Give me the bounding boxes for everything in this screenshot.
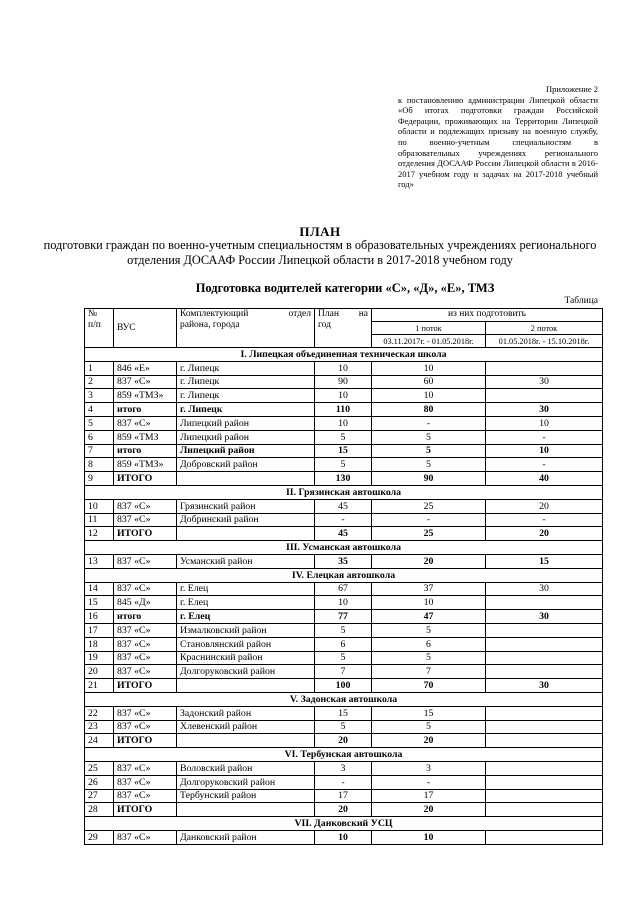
header-plan-3: год <box>318 320 331 330</box>
row-stream1: 25 <box>372 499 486 513</box>
row-stream2 <box>486 775 603 789</box>
row-vus: ИТОГО <box>114 803 177 817</box>
section-heading: I. Липецкая объединенная техническая школа <box>85 348 603 362</box>
table-row <box>85 761 603 775</box>
row-number: 3 <box>85 389 114 403</box>
table-header-row <box>85 309 603 322</box>
section-row <box>85 485 603 499</box>
header-komp-line1 <box>180 309 311 320</box>
section-heading: V. Задонская автошкола <box>85 692 603 706</box>
row-plan: 77 <box>315 610 372 624</box>
row-stream1: 20 <box>372 734 486 748</box>
row-number: 14 <box>85 582 114 596</box>
table-row <box>85 554 603 568</box>
table-row <box>85 596 603 610</box>
row-area: Липецкий район <box>177 444 315 458</box>
row-stream2: 30 <box>486 375 603 389</box>
row-stream1: - <box>372 416 486 430</box>
row-vus: 837 «С» <box>114 761 177 775</box>
row-area: г. Елец <box>177 610 315 624</box>
row-stream2: 40 <box>486 472 603 486</box>
row-stream1: 15 <box>372 706 486 720</box>
table-row <box>85 610 603 624</box>
row-stream2 <box>486 761 603 775</box>
row-vus: итого <box>114 610 177 624</box>
row-vus: ИТОГО <box>114 472 177 486</box>
section-heading: III. Усманская автошкола <box>85 541 603 555</box>
table-row <box>85 706 603 720</box>
row-number: 9 <box>85 472 114 486</box>
table-row <box>85 375 603 389</box>
row-stream1: 5 <box>372 458 486 472</box>
header-stream1: 1 поток <box>372 322 486 335</box>
row-stream2 <box>486 596 603 610</box>
header-komp <box>177 309 315 348</box>
appendix-text: к постановлению администрации Липецкой области «Об итогах подготовки граждан Российской Федерации, проживающих на Территории Липецкой области и подлежащих призыву на военную службу, по военно-учетным специальностям в образовательных учреждениях регионального отделения ДОСААФ России Липецкой области в 2016-2017 учебном году и задачах на 2017-2018 учебный год» <box>398 94 598 190</box>
table-row <box>85 527 603 541</box>
section-row <box>85 692 603 706</box>
row-plan: 10 <box>315 389 372 403</box>
row-stream2: 10 <box>486 416 603 430</box>
row-stream2: 20 <box>486 527 603 541</box>
header-vus-label: ВУС <box>117 322 136 333</box>
row-stream2: 30 <box>486 679 603 693</box>
row-stream1: 5 <box>372 651 486 665</box>
table-row <box>85 720 603 734</box>
row-vus: ИТОГО <box>114 527 177 541</box>
row-vus: 837 «С» <box>114 375 177 389</box>
header-num2-label: п/п <box>88 320 101 330</box>
row-area <box>177 734 315 748</box>
header-vus <box>114 309 177 348</box>
row-area <box>177 472 315 486</box>
row-plan: 100 <box>315 679 372 693</box>
header-plan-1: План <box>318 309 339 319</box>
table-row <box>85 623 603 637</box>
row-vus: ИТОГО <box>114 734 177 748</box>
row-plan: 5 <box>315 720 372 734</box>
row-vus: 837 «С» <box>114 651 177 665</box>
table-row <box>85 789 603 803</box>
appendix-number: Приложение 2 <box>546 84 598 94</box>
row-vus: 846 «Е» <box>114 361 177 375</box>
row-vus: 837 «С» <box>114 513 177 527</box>
row-number: 23 <box>85 720 114 734</box>
section-heading: IV. Елецкая автошкола <box>85 568 603 582</box>
row-stream2 <box>486 720 603 734</box>
row-area <box>177 527 315 541</box>
row-stream1: 80 <box>372 403 486 417</box>
row-number: 10 <box>85 499 114 513</box>
table-row <box>85 734 603 748</box>
row-stream2 <box>486 789 603 803</box>
row-plan: 17 <box>315 789 372 803</box>
row-stream2 <box>486 706 603 720</box>
row-stream1: 5 <box>372 623 486 637</box>
row-stream2: 10 <box>486 444 603 458</box>
row-number: 13 <box>85 554 114 568</box>
row-stream2 <box>486 651 603 665</box>
row-stream1: 5 <box>372 444 486 458</box>
section-heading: VI. Тербунская автошкола <box>85 748 603 762</box>
table-row <box>85 403 603 417</box>
section-row <box>85 817 603 831</box>
table-row <box>85 803 603 817</box>
table-row <box>85 472 603 486</box>
header-num-label: № <box>88 309 98 319</box>
row-plan: 5 <box>315 458 372 472</box>
row-stream2 <box>486 803 603 817</box>
row-plan: 67 <box>315 582 372 596</box>
row-vus: 837 «С» <box>114 416 177 430</box>
row-vus: 837 «С» <box>114 582 177 596</box>
row-number: 19 <box>85 651 114 665</box>
row-area: Добровский район <box>177 458 315 472</box>
row-vus: 837 «С» <box>114 830 177 844</box>
header-incl: из них подготовить <box>372 309 603 322</box>
row-plan: 45 <box>315 527 372 541</box>
row-number: 16 <box>85 610 114 624</box>
row-area: г. Липецк <box>177 389 315 403</box>
row-stream1: 47 <box>372 610 486 624</box>
row-plan: - <box>315 513 372 527</box>
row-stream1: 25 <box>372 527 486 541</box>
row-plan: 7 <box>315 665 372 679</box>
section-title: Подготовка водителей категории «С», «Д», «Е», ТМЗ <box>195 281 495 295</box>
row-plan: 45 <box>315 499 372 513</box>
row-plan: 15 <box>315 444 372 458</box>
header-plan-line1 <box>318 309 368 320</box>
document-title: ПЛАН <box>299 224 341 239</box>
row-stream1: 17 <box>372 789 486 803</box>
row-stream1: - <box>372 775 486 789</box>
row-number: 21 <box>85 679 114 693</box>
row-plan: 10 <box>315 361 372 375</box>
row-plan: 20 <box>315 734 372 748</box>
row-stream1: 6 <box>372 637 486 651</box>
table-row <box>85 637 603 651</box>
row-vus: 837 «С» <box>114 665 177 679</box>
row-area: Измалковский район <box>177 623 315 637</box>
row-stream2 <box>486 665 603 679</box>
row-area: Краснинский район <box>177 651 315 665</box>
row-area: Грязинский район <box>177 499 315 513</box>
row-stream2: 30 <box>486 610 603 624</box>
row-vus: 837 «С» <box>114 623 177 637</box>
row-area: Становлянский район <box>177 637 315 651</box>
row-number: 28 <box>85 803 114 817</box>
table-row <box>85 830 603 844</box>
row-vus: 837 «С» <box>114 720 177 734</box>
row-stream2: 30 <box>486 403 603 417</box>
table-row <box>85 416 603 430</box>
row-area: Долгоруковский район <box>177 665 315 679</box>
table-row <box>85 775 603 789</box>
row-area: Воловский район <box>177 761 315 775</box>
table-row <box>85 444 603 458</box>
table-row <box>85 651 603 665</box>
header-period1: 03.11.2017г. - 01.05.2018г. <box>372 335 486 348</box>
section-row <box>85 748 603 762</box>
row-plan: - <box>315 775 372 789</box>
appendix-block <box>398 84 598 190</box>
row-plan: 10 <box>315 416 372 430</box>
row-stream1: 10 <box>372 830 486 844</box>
row-stream1: 10 <box>372 596 486 610</box>
row-number: 8 <box>85 458 114 472</box>
row-number: 2 <box>85 375 114 389</box>
plan-table <box>84 308 603 845</box>
table-row <box>85 665 603 679</box>
row-number: 24 <box>85 734 114 748</box>
row-vus: 845 «Д» <box>114 596 177 610</box>
header-komp-3: района, города <box>180 320 240 330</box>
table-row <box>85 430 603 444</box>
row-number: 6 <box>85 430 114 444</box>
header-plan-2: на <box>358 309 368 319</box>
row-number: 12 <box>85 527 114 541</box>
row-stream1: 5 <box>372 430 486 444</box>
section-heading: II. Грязинская автошкола <box>85 485 603 499</box>
row-area: Хлевенский район <box>177 720 315 734</box>
row-stream1: 20 <box>372 803 486 817</box>
row-plan: 5 <box>315 623 372 637</box>
row-stream1: 90 <box>372 472 486 486</box>
row-vus: 837 «С» <box>114 637 177 651</box>
row-stream1: 10 <box>372 389 486 403</box>
row-stream1: 70 <box>372 679 486 693</box>
table-row <box>85 679 603 693</box>
row-plan: 5 <box>315 651 372 665</box>
row-stream2: - <box>486 430 603 444</box>
row-vus: итого <box>114 403 177 417</box>
row-number: 5 <box>85 416 114 430</box>
row-plan: 6 <box>315 637 372 651</box>
row-vus: 859 «ТМЗ» <box>114 389 177 403</box>
row-vus: ИТОГО <box>114 679 177 693</box>
row-number: 22 <box>85 706 114 720</box>
row-stream2: - <box>486 458 603 472</box>
row-stream2 <box>486 623 603 637</box>
header-period2: 01.05.2018г. - 15.10.2018г. <box>486 335 603 348</box>
row-vus: 837 «С» <box>114 789 177 803</box>
row-stream1: - <box>372 513 486 527</box>
row-plan: 110 <box>315 403 372 417</box>
row-plan: 20 <box>315 803 372 817</box>
table-row <box>85 361 603 375</box>
row-stream2 <box>486 830 603 844</box>
row-plan: 90 <box>315 375 372 389</box>
row-stream2: 30 <box>486 582 603 596</box>
row-area <box>177 679 315 693</box>
row-number: 20 <box>85 665 114 679</box>
header-plan <box>315 309 372 348</box>
row-number: 4 <box>85 403 114 417</box>
row-plan: 130 <box>315 472 372 486</box>
row-vus: 837 «С» <box>114 775 177 789</box>
row-area: Долгоруковский район <box>177 775 315 789</box>
row-stream2 <box>486 734 603 748</box>
row-number: 7 <box>85 444 114 458</box>
row-number: 15 <box>85 596 114 610</box>
table-row <box>85 458 603 472</box>
row-number: 27 <box>85 789 114 803</box>
header-stream2: 2 поток <box>486 322 603 335</box>
row-number: 11 <box>85 513 114 527</box>
row-vus: 837 «С» <box>114 499 177 513</box>
row-stream1: 7 <box>372 665 486 679</box>
table-row <box>85 513 603 527</box>
row-stream2 <box>486 389 603 403</box>
row-stream1: 10 <box>372 361 486 375</box>
row-stream1: 37 <box>372 582 486 596</box>
row-plan: 5 <box>315 430 372 444</box>
row-plan: 35 <box>315 554 372 568</box>
section-row <box>85 568 603 582</box>
row-area: Задонский район <box>177 706 315 720</box>
row-area <box>177 803 315 817</box>
row-area: Тербунский район <box>177 789 315 803</box>
section-row <box>85 348 603 362</box>
row-vus: 859 «ТМЗ <box>114 430 177 444</box>
row-plan: 10 <box>315 830 372 844</box>
document-subtitle: подготовки граждан по военно-учетным специальностям в образовательных учреждениях регионального отделения ДОСААФ России Липецкой области в 2017-2018 учебном году <box>43 238 597 267</box>
row-vus: 837 «С» <box>114 706 177 720</box>
row-plan: 10 <box>315 596 372 610</box>
row-area: Усманский район <box>177 554 315 568</box>
table-caption: Таблица <box>564 296 598 306</box>
row-area: Липецкий район <box>177 416 315 430</box>
row-number: 17 <box>85 623 114 637</box>
row-area: Липецкий район <box>177 430 315 444</box>
row-area: Данковский район <box>177 830 315 844</box>
header-komp-2: отдел <box>288 309 311 319</box>
table-row <box>85 582 603 596</box>
row-stream2 <box>486 361 603 375</box>
plan-table-body <box>85 309 603 845</box>
row-stream2: 15 <box>486 554 603 568</box>
row-area: г. Липецк <box>177 361 315 375</box>
row-area: Добринский район <box>177 513 315 527</box>
row-plan: 15 <box>315 706 372 720</box>
row-vus: итого <box>114 444 177 458</box>
row-number: 1 <box>85 361 114 375</box>
table-row <box>85 389 603 403</box>
row-area: г. Липецк <box>177 403 315 417</box>
row-stream1: 3 <box>372 761 486 775</box>
row-area: г. Липецк <box>177 375 315 389</box>
row-stream1: 5 <box>372 720 486 734</box>
row-number: 26 <box>85 775 114 789</box>
row-stream2: - <box>486 513 603 527</box>
row-vus: 859 «ТМЗ» <box>114 458 177 472</box>
row-area: г. Елец <box>177 596 315 610</box>
row-number: 25 <box>85 761 114 775</box>
section-heading: VII. Данковский УСЦ <box>85 817 603 831</box>
row-stream1: 60 <box>372 375 486 389</box>
table-row <box>85 499 603 513</box>
header-komp-1: Комплектующий <box>180 309 249 319</box>
row-number: 18 <box>85 637 114 651</box>
row-area: г. Елец <box>177 582 315 596</box>
header-num <box>85 309 114 348</box>
row-stream2: 20 <box>486 499 603 513</box>
row-stream2 <box>486 637 603 651</box>
row-number: 29 <box>85 830 114 844</box>
row-stream1: 20 <box>372 554 486 568</box>
row-plan: 3 <box>315 761 372 775</box>
section-row <box>85 541 603 555</box>
row-vus: 837 «С» <box>114 554 177 568</box>
